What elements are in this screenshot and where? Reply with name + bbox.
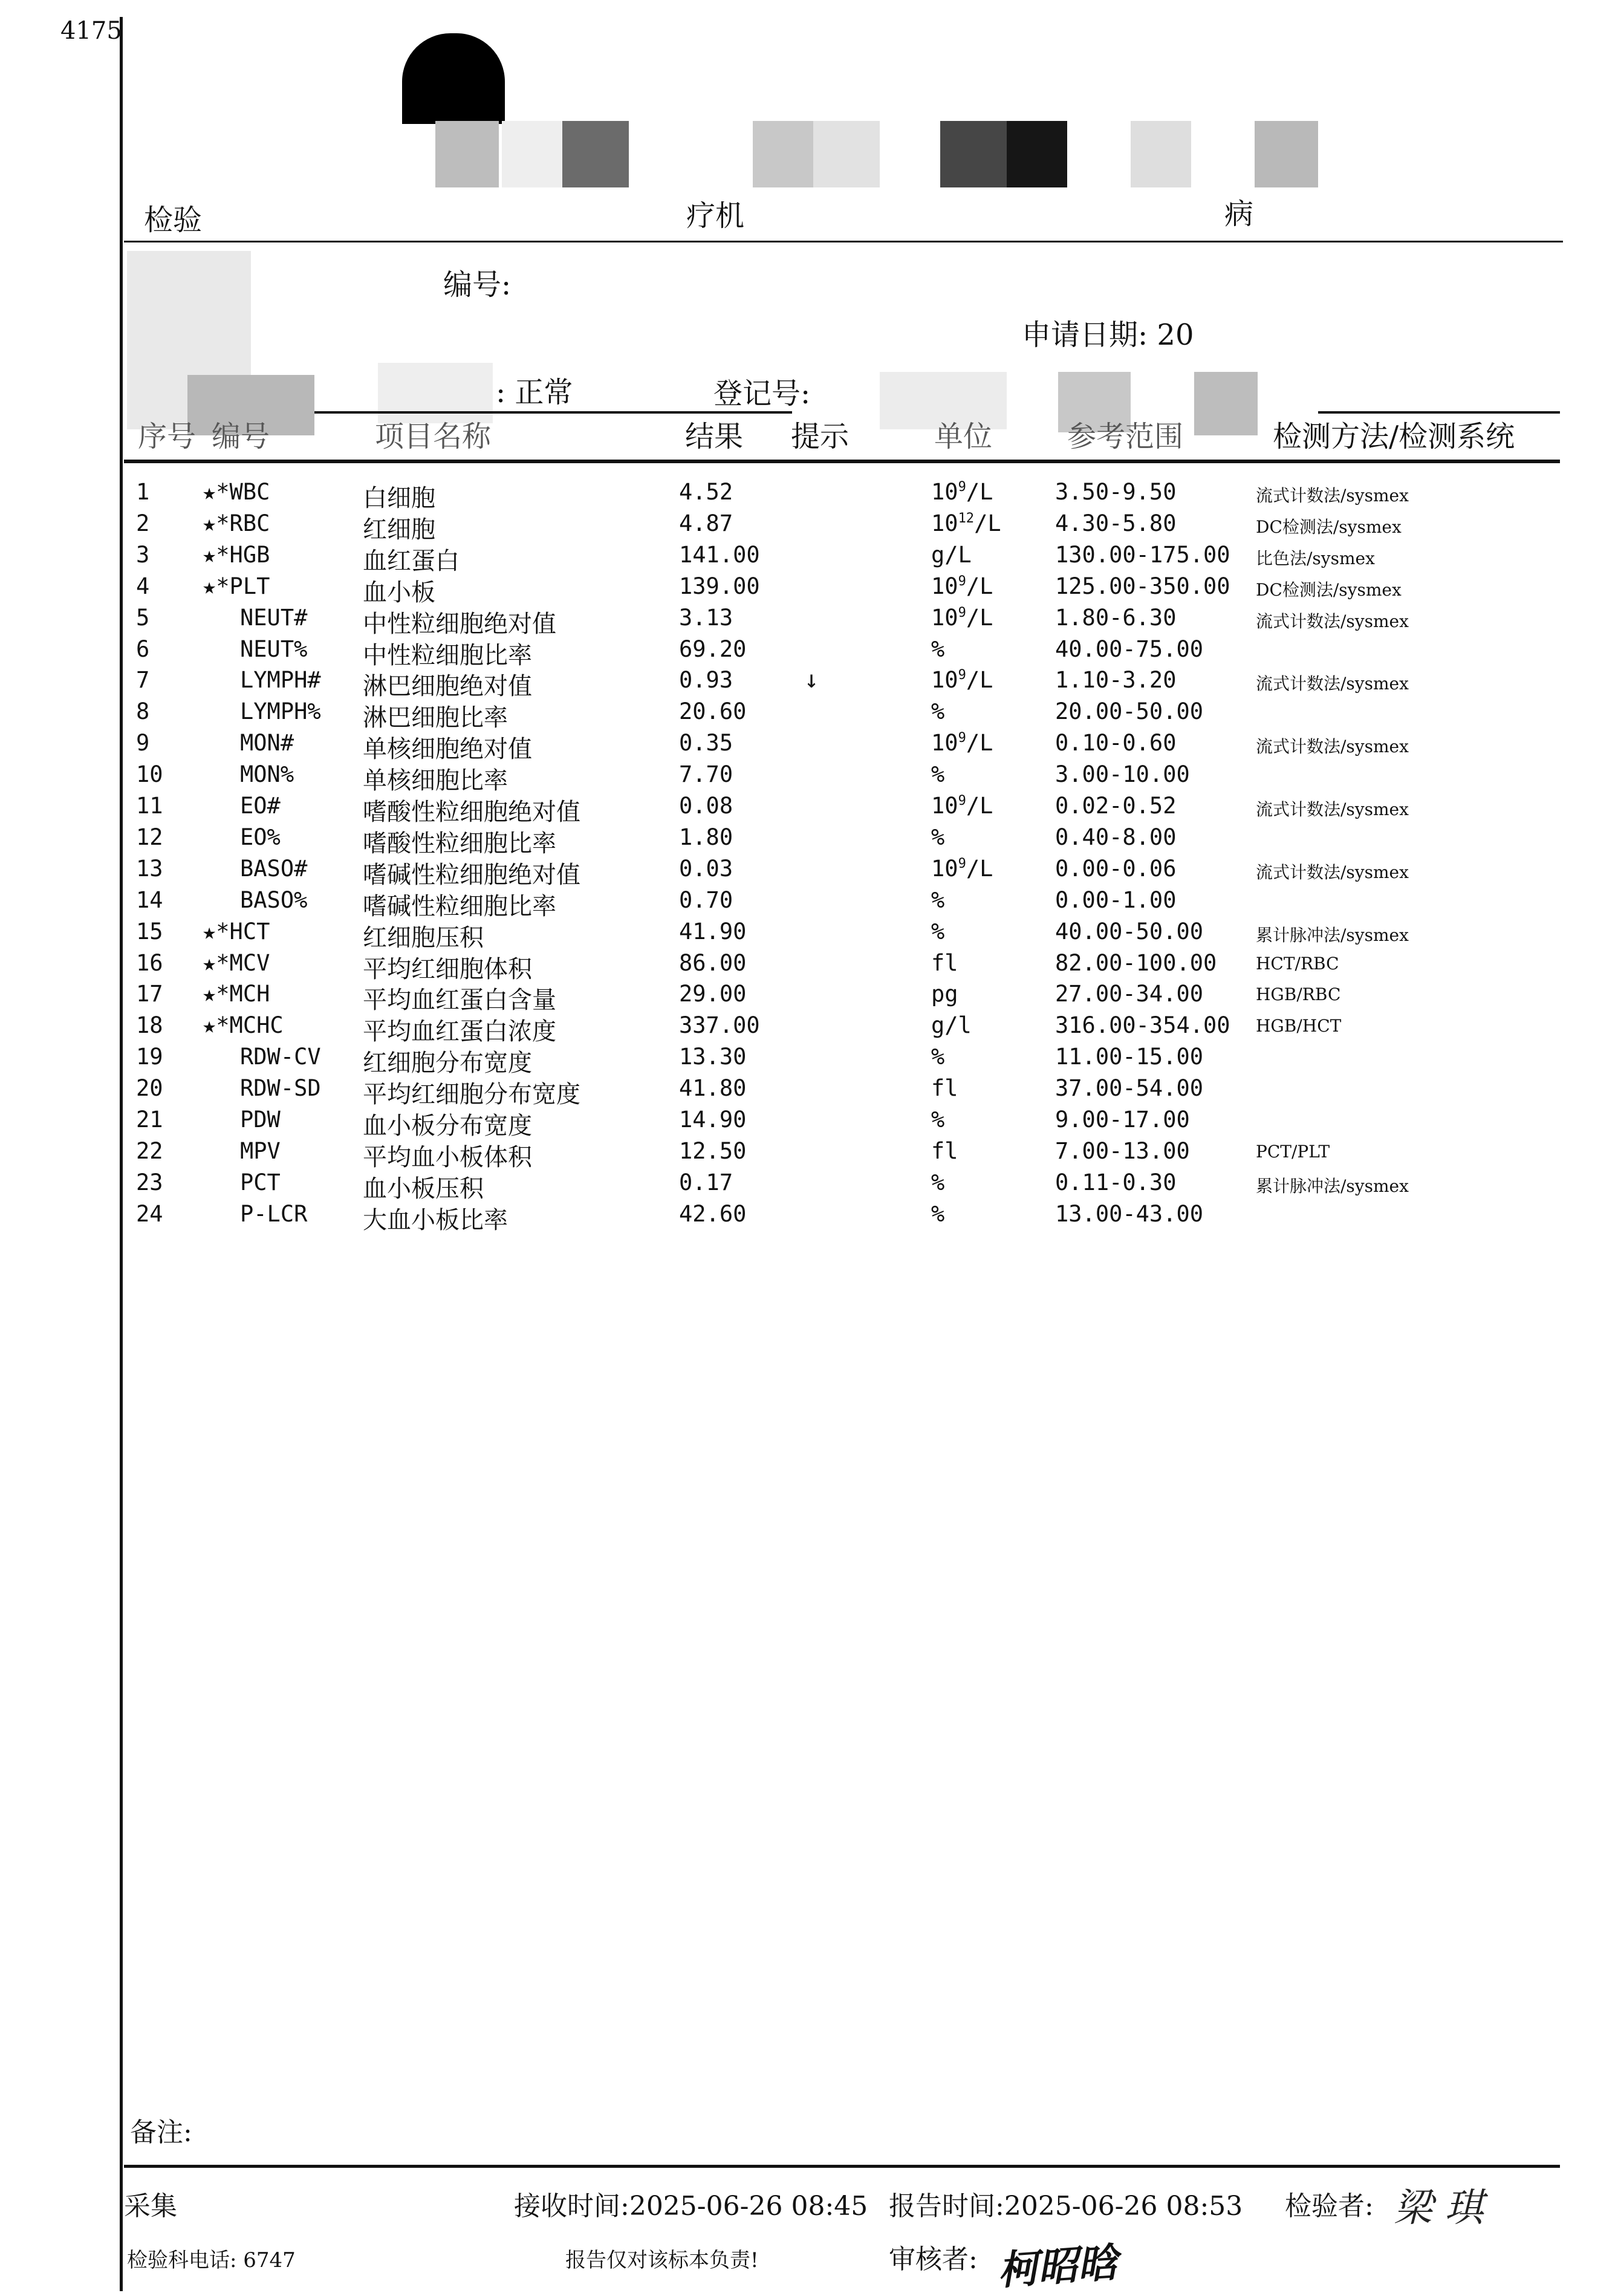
- cell-name: 红细胞分布宽度: [363, 1049, 532, 1078]
- cell-unit: [931, 919, 944, 945]
- table-row: [0, 981, 1618, 1015]
- cell-name: 平均血小板体积: [363, 1143, 532, 1171]
- inspector-label: 检验者:: [1285, 2191, 1374, 2222]
- cell-result: 0.93: [679, 667, 733, 694]
- cell-unit: [931, 761, 944, 787]
- unit-tail: /L: [966, 604, 993, 631]
- cell-code: EO#: [240, 793, 281, 819]
- unit-base: 10: [931, 667, 958, 694]
- cell-unit: [931, 479, 993, 505]
- table-row: [0, 1107, 1618, 1138]
- cell-method: 流式计数法/sysmex: [1256, 486, 1409, 506]
- table-row: [0, 1044, 1618, 1078]
- cell-name: 血小板: [363, 578, 435, 607]
- cell-unit: [931, 1012, 972, 1038]
- cell-seq: 18: [136, 1012, 163, 1039]
- cell-range: 316.00-354.00: [1055, 1012, 1230, 1039]
- cell-unit: [931, 856, 993, 882]
- unit-tail: /L: [966, 479, 993, 505]
- cell-seq: 17: [136, 981, 163, 1007]
- unit-exponent: 9: [958, 856, 966, 871]
- cell-method: 比色法/sysmex: [1256, 548, 1375, 568]
- unit-base: %: [931, 824, 945, 850]
- cell-code: MPV: [240, 1137, 281, 1164]
- table-row: [0, 479, 1618, 510]
- cell-result: 0.70: [679, 886, 733, 913]
- cell-method: HCT/RBC: [1256, 953, 1339, 974]
- cell-method: 流式计数法/sysmex: [1256, 737, 1409, 757]
- disclaimer: 报告仅对该标本负责!: [565, 2248, 759, 2272]
- cell-code: RDW-SD: [240, 1075, 321, 1102]
- cell-seq: 2: [136, 510, 150, 536]
- unit-tail: /L: [966, 855, 993, 882]
- cell-seq: 14: [136, 886, 163, 913]
- cell-seq: 9: [136, 730, 150, 756]
- unit-exponent: 9: [958, 573, 966, 589]
- cell-range: 40.00-50.00: [1055, 918, 1204, 945]
- table-row: [0, 605, 1618, 636]
- cell-result: 14.90: [679, 1107, 747, 1133]
- unit-base: 10: [931, 510, 958, 536]
- cell-unit: [931, 793, 993, 819]
- unit-tail: /L: [966, 573, 993, 599]
- cell-unit: [931, 510, 1001, 536]
- cell-result: 139.00: [679, 573, 760, 599]
- cell-seq: 19: [136, 1044, 163, 1070]
- unit-base: fl: [931, 1137, 958, 1164]
- table-row: [0, 793, 1618, 824]
- table-row: [0, 698, 1618, 730]
- table-row: [0, 1201, 1618, 1232]
- cell-range: 1.10-3.20: [1055, 667, 1177, 694]
- table-row: [0, 666, 1618, 701]
- cell-unit: [931, 824, 944, 850]
- number-label: 编号:: [443, 268, 512, 302]
- cell-name: 平均血红蛋白浓度: [363, 1018, 556, 1046]
- cell-range: 13.00-43.00: [1055, 1200, 1204, 1227]
- table-row: [0, 887, 1618, 919]
- cell-name: 中性粒细胞比率: [363, 641, 532, 669]
- cell-unit: [931, 605, 993, 631]
- cell-unit: [931, 1107, 944, 1133]
- cell-name: 嗜酸性粒细胞比率: [363, 829, 556, 857]
- table-row: [0, 573, 1618, 605]
- apply-date-label: 申请日期: 20: [1022, 318, 1194, 352]
- table-row: [0, 510, 1618, 542]
- cell-result: 12.50: [679, 1137, 747, 1164]
- cell-range: 7.00-13.00: [1055, 1137, 1190, 1164]
- cell-seq: 12: [136, 824, 163, 850]
- register-no-label: 登记号:: [713, 377, 811, 411]
- cell-unit: [931, 1138, 958, 1164]
- cell-method: 累计脉冲法/sysmex: [1256, 1176, 1409, 1196]
- cell-name: 血小板压积: [363, 1174, 484, 1203]
- cell-seq: 21: [136, 1107, 163, 1133]
- cell-unit: [931, 1075, 958, 1101]
- cell-unit: [931, 542, 972, 568]
- cell-result: 3.13: [679, 604, 733, 631]
- cell-range: 1.80-6.30: [1055, 604, 1177, 631]
- unit-base: 10: [931, 730, 958, 756]
- cell-name: 平均红细胞体积: [363, 955, 532, 983]
- cell-seq: 3: [136, 541, 150, 568]
- cell-name: 单核细胞比率: [363, 767, 508, 795]
- cell-code: ★*HCT: [203, 918, 270, 945]
- lab-phone: 检验科电话: 6747: [127, 2248, 296, 2272]
- cell-method: DC检测法/sysmex: [1256, 579, 1402, 600]
- report-time: 报告时间:2025-06-26 08:53: [889, 2191, 1243, 2222]
- cell-name: 血小板分布宽度: [363, 1112, 532, 1140]
- cell-result: 0.35: [679, 730, 733, 756]
- cell-range: 27.00-34.00: [1055, 981, 1204, 1007]
- unit-exponent: 9: [958, 480, 966, 495]
- unit-base: %: [931, 1044, 945, 1070]
- cell-unit: [931, 1169, 944, 1195]
- cell-result: 69.20: [679, 636, 747, 662]
- cell-result: 29.00: [679, 981, 747, 1007]
- cell-range: 0.00-0.06: [1055, 855, 1177, 882]
- cell-range: 82.00-100.00: [1055, 949, 1217, 976]
- cell-result: 141.00: [679, 541, 760, 568]
- cell-name: 中性粒细胞绝对值: [363, 610, 556, 638]
- cell-method: 流式计数法/sysmex: [1256, 799, 1409, 819]
- cell-name: 红细胞压积: [363, 923, 484, 952]
- cell-method: 流式计数法/sysmex: [1256, 611, 1409, 631]
- cell-code: PDW: [240, 1107, 281, 1133]
- cell-code: ★*MCHC: [203, 1012, 284, 1039]
- cell-seq: 15: [136, 918, 163, 945]
- page-number: 4175: [60, 17, 122, 45]
- cell-method: HGB/HCT: [1256, 1016, 1342, 1036]
- cell-result: 337.00: [679, 1012, 760, 1039]
- cell-range: 0.02-0.52: [1055, 793, 1177, 819]
- cell-name: 红细胞: [363, 515, 435, 544]
- unit-base: %: [931, 918, 945, 945]
- cell-seq: 11: [136, 793, 163, 819]
- cell-name: 淋巴细胞绝对值: [363, 672, 532, 701]
- unit-base: 10: [931, 855, 958, 882]
- cell-name: 大血小板比率: [363, 1206, 508, 1234]
- cell-code: LYMPH#: [240, 667, 321, 694]
- cell-seq: 13: [136, 855, 163, 882]
- cell-seq: 20: [136, 1075, 163, 1102]
- ward-label: 病: [1224, 197, 1254, 231]
- cell-unit: [931, 1044, 944, 1070]
- cell-result: 0.08: [679, 793, 733, 819]
- cell-unit: [931, 636, 944, 662]
- cell-code: ★*RBC: [203, 510, 270, 536]
- cell-code: ★*HGB: [203, 541, 270, 568]
- header-rule: [124, 241, 1563, 242]
- cell-result: 0.17: [679, 1169, 733, 1195]
- cell-seq: 7: [136, 667, 150, 694]
- sample-status-label: : 正常: [496, 376, 573, 409]
- cell-name: 嗜酸性粒细胞绝对值: [363, 798, 580, 826]
- footer-rule: [124, 2165, 1560, 2168]
- cell-unit: [931, 887, 944, 913]
- table-row: [0, 1138, 1618, 1169]
- cell-result: 20.60: [679, 698, 747, 725]
- table-row: [0, 919, 1618, 950]
- cell-code: ★*MCH: [203, 981, 270, 1007]
- cell-name: 单核细胞绝对值: [363, 735, 532, 764]
- unit-base: %: [931, 698, 945, 725]
- unit-base: %: [931, 761, 945, 788]
- unit-base: g/L: [931, 541, 972, 568]
- cell-method: PCT/PLT: [1256, 1141, 1330, 1162]
- cell-range: 37.00-54.00: [1055, 1075, 1204, 1102]
- col-unit-header: 单位: [934, 420, 993, 454]
- cell-code: NEUT#: [240, 604, 308, 631]
- cell-name: 血红蛋白: [363, 547, 460, 575]
- table-row: [0, 730, 1618, 764]
- cell-seq: 22: [136, 1137, 163, 1164]
- cell-code: PCT: [240, 1169, 281, 1195]
- clinic-label: 疗机: [686, 199, 745, 233]
- cell-hint: ↓: [804, 666, 819, 694]
- cell-result: 4.52: [679, 479, 733, 505]
- col-range-header: 参考范围: [1067, 420, 1184, 454]
- unit-tail: /L: [966, 730, 993, 756]
- cell-result: 0.03: [679, 855, 733, 882]
- cell-result: 13.30: [679, 1044, 747, 1070]
- cell-range: 20.00-50.00: [1055, 698, 1204, 725]
- cell-range: 3.00-10.00: [1055, 761, 1190, 788]
- col-name-header: 项目名称: [375, 420, 492, 454]
- col-method-header: 检测方法/检测系统: [1273, 420, 1515, 454]
- unit-tail: /L: [966, 667, 993, 694]
- cell-code: ★*MCV: [203, 949, 270, 976]
- cell-code: BASO#: [240, 855, 308, 882]
- cell-range: 9.00-17.00: [1055, 1107, 1190, 1133]
- cell-code: RDW-CV: [240, 1044, 321, 1070]
- cell-name: 淋巴细胞比率: [363, 704, 508, 732]
- cell-result: 41.80: [679, 1075, 747, 1102]
- cell-range: 0.40-8.00: [1055, 824, 1177, 850]
- cell-method: HGB/RBC: [1256, 984, 1341, 1005]
- cell-code: MON%: [240, 761, 294, 788]
- collect-label: 采集: [124, 2191, 177, 2222]
- cell-seq: 1: [136, 479, 150, 505]
- unit-base: %: [931, 1107, 945, 1133]
- cell-name: 白细胞: [363, 484, 435, 512]
- cell-code: NEUT%: [240, 636, 308, 662]
- unit-base: 10: [931, 604, 958, 631]
- cell-code: P-LCR: [240, 1200, 308, 1227]
- unit-base: 10: [931, 793, 958, 819]
- cell-unit: [931, 1201, 944, 1227]
- inspector-signature: 梁 琪: [1394, 2186, 1484, 2231]
- cell-seq: 24: [136, 1200, 163, 1227]
- unit-tail: /L: [974, 510, 1001, 536]
- reviewer-label: 审核者:: [889, 2244, 978, 2275]
- cell-name: 嗜碱性粒细胞绝对值: [363, 860, 580, 889]
- unit-base: %: [931, 1200, 945, 1227]
- cell-unit: [931, 667, 993, 693]
- col-result-header: 结果: [685, 420, 744, 454]
- table-row: [0, 761, 1618, 793]
- cell-unit: [931, 981, 958, 1007]
- unit-base: %: [931, 636, 945, 662]
- table-row: [0, 856, 1618, 887]
- cell-result: 1.80: [679, 824, 733, 850]
- unit-base: %: [931, 886, 945, 913]
- cell-unit: [931, 573, 993, 599]
- cell-range: 0.10-0.60: [1055, 730, 1177, 756]
- col-code-header: 编号: [212, 420, 270, 454]
- cell-seq: 16: [136, 949, 163, 976]
- cell-seq: 10: [136, 761, 163, 788]
- cell-code: BASO%: [240, 886, 308, 913]
- unit-base: pg: [931, 981, 958, 1007]
- cell-range: 125.00-350.00: [1055, 573, 1230, 599]
- cell-name: 平均红细胞分布宽度: [363, 1081, 580, 1109]
- exam-label: 检验: [144, 203, 203, 237]
- table-row: [0, 542, 1618, 573]
- table-row: [0, 950, 1618, 981]
- cell-range: 3.50-9.50: [1055, 479, 1177, 505]
- cell-code: ★*WBC: [203, 479, 270, 505]
- receive-time: 接收时间:2025-06-26 08:45: [514, 2191, 868, 2222]
- unit-exponent: 9: [958, 793, 966, 808]
- cell-code: LYMPH%: [240, 698, 321, 725]
- cell-seq: 5: [136, 604, 150, 631]
- unit-exponent: 9: [958, 605, 966, 620]
- col-hint-header: 提示: [791, 420, 850, 454]
- unit-base: fl: [931, 1075, 958, 1102]
- cell-result: 42.60: [679, 1200, 747, 1227]
- cell-method: 流式计数法/sysmex: [1256, 862, 1409, 882]
- unit-tail: /L: [966, 793, 993, 819]
- unit-exponent: 9: [958, 668, 966, 683]
- table-row: [0, 824, 1618, 856]
- cell-range: 0.00-1.00: [1055, 886, 1177, 913]
- unit-base: 10: [931, 573, 958, 599]
- redacted-doctor-name: [1194, 372, 1258, 435]
- cell-name: 平均血红蛋白含量: [363, 986, 556, 1015]
- col-seq-header: 序号: [138, 420, 197, 454]
- table-row: [0, 1012, 1618, 1044]
- cell-unit: [931, 950, 958, 976]
- unit-base: g/l: [931, 1012, 972, 1039]
- unit-exponent: 9: [958, 730, 966, 746]
- table-header-rule: [124, 460, 1560, 463]
- remarks-label: 备注:: [130, 2117, 192, 2148]
- cell-seq: 8: [136, 698, 150, 725]
- cell-method: DC检测法/sysmex: [1256, 516, 1402, 537]
- cell-seq: 23: [136, 1169, 163, 1195]
- reviewer-signature: 柯昭晗: [996, 2239, 1119, 2294]
- table-row: [0, 636, 1618, 668]
- cell-code: ★*PLT: [203, 573, 270, 599]
- cell-result: 4.87: [679, 510, 733, 536]
- cell-range: 11.00-15.00: [1055, 1044, 1204, 1070]
- table-row: [0, 1075, 1618, 1107]
- cell-range: 40.00-75.00: [1055, 636, 1204, 662]
- cell-result: 41.90: [679, 918, 747, 945]
- unit-base: %: [931, 1169, 945, 1195]
- cell-method: 流式计数法/sysmex: [1256, 674, 1409, 694]
- cell-result: 7.70: [679, 761, 733, 788]
- cell-code: MON#: [240, 730, 294, 756]
- cell-range: 4.30-5.80: [1055, 510, 1177, 536]
- unit-base: fl: [931, 949, 958, 976]
- cell-range: 130.00-175.00: [1055, 541, 1230, 568]
- cell-seq: 4: [136, 573, 150, 599]
- cell-method: 累计脉冲法/sysmex: [1256, 925, 1409, 945]
- cell-result: 86.00: [679, 949, 747, 976]
- cell-range: 0.11-0.30: [1055, 1169, 1177, 1195]
- unit-base: 10: [931, 479, 958, 505]
- cell-name: 嗜碱性粒细胞比率: [363, 892, 556, 920]
- cell-code: EO%: [240, 824, 281, 850]
- unit-exponent: 12: [958, 510, 975, 526]
- cell-seq: 6: [136, 636, 150, 662]
- cell-unit: [931, 698, 944, 724]
- cell-unit: [931, 730, 993, 756]
- table-row: [0, 1169, 1618, 1201]
